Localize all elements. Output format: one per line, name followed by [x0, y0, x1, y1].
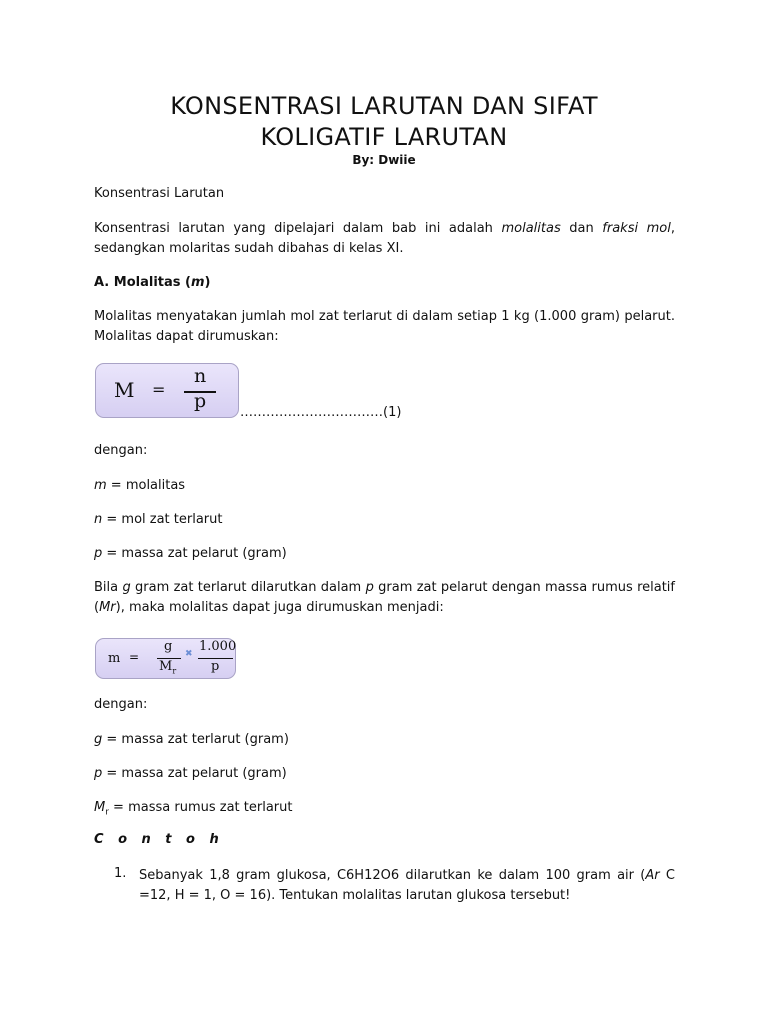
- variable-description: = massa zat terlarut (gram): [102, 732, 289, 747]
- example-text-1: Sebanyak 1,8 gram glukosa, C6H12O6 dilarutkan ke dalam 100 gram air (: [139, 868, 646, 883]
- contoh-heading: C o n t o h: [94, 832, 224, 847]
- formula2-denominator-mr: [159, 659, 176, 676]
- variable-description: = massa rumus zat terlarut: [108, 800, 293, 815]
- author-byline: By: Dwiie: [352, 153, 416, 167]
- formula-molalitas-mr-box: [95, 638, 236, 679]
- subsection-suffix: ): [204, 275, 211, 290]
- intro-paragraph: [94, 219, 675, 259]
- variable-description: = molalitas: [106, 478, 186, 493]
- variable-symbol: M: [94, 800, 106, 815]
- bila-symbol-g: g: [122, 580, 131, 595]
- formula1-equals: =: [152, 380, 166, 399]
- example-text: [139, 866, 675, 906]
- subsection-prefix: A. Molalitas (: [94, 275, 191, 290]
- example-number: 1.: [114, 866, 127, 881]
- variable-m: [94, 476, 675, 496]
- bila-text-4: ), maka molalitas dapat juga dirumuskan menjadi:: [115, 600, 444, 615]
- bila-text-2: gram zat terlarut dilarutkan dalam: [130, 580, 366, 595]
- bila-symbol-mr: Mr: [99, 600, 116, 615]
- intro-term-molalitas: molalitas: [501, 221, 561, 236]
- document-title-line-2: KOLIGATIF LARUTAN: [260, 123, 508, 151]
- variable-description: = massa zat pelarut (gram): [102, 546, 287, 561]
- variable-p-2: [94, 764, 675, 784]
- bila-text-1: Bila: [94, 580, 123, 595]
- definition-paragraph: Molalitas menyatakan jumlah mol zat terlarut di dalam setiap 1 kg (1.000 gram) pelarut. Molalitas dapat dirumuskan:: [94, 309, 675, 344]
- intro-text-1: Konsentrasi larutan yang dipelajari dalam bab ini adalah: [94, 221, 502, 236]
- variable-description: = mol zat terlarut: [102, 512, 223, 527]
- variable-symbol: n: [94, 512, 103, 527]
- bila-text-3: gram zat pelarut dengan massa rumus relatif (: [94, 580, 675, 615]
- formula-molalitas-box: [95, 363, 239, 418]
- variable-subscript: r: [105, 807, 109, 818]
- formula2-numerator-g: g: [164, 639, 173, 654]
- example-text-2: C =12, H = 1, O = 16). Tentukan molalitas larutan glukosa tersebut!: [139, 868, 675, 903]
- variable-symbol: p: [94, 546, 103, 561]
- formula1-denominator: p: [194, 390, 207, 412]
- intro-text-3: , sedangkan molaritas sudah dibahas di kelas XI.: [94, 221, 675, 256]
- variable-mr: [94, 798, 675, 823]
- variable-g: [94, 730, 675, 750]
- subsection-heading-molalitas: [94, 273, 675, 293]
- formula2-denominator-p: p: [211, 659, 220, 674]
- intro-text-2: dan: [560, 221, 603, 236]
- formula2-mr-symbol: M: [159, 659, 173, 674]
- multiply-icon: ✖: [185, 649, 193, 659]
- subsection-symbol: m: [190, 275, 205, 290]
- example-symbol-ar: Ar: [645, 868, 660, 883]
- variable-description: = massa zat pelarut (gram): [102, 766, 287, 781]
- variable-symbol: g: [94, 732, 103, 747]
- formula1-numerator: n: [194, 365, 207, 387]
- section-heading: Konsentrasi Larutan: [94, 186, 225, 201]
- variable-n: [94, 510, 675, 530]
- dengan-label-1: dengan:: [94, 443, 148, 458]
- formula2-equals: =: [129, 650, 140, 664]
- document-title-line-1: KONSENTRASI LARUTAN DAN SIFAT: [170, 92, 598, 120]
- formula2-lhs: m: [108, 651, 121, 666]
- dengan-label-2: dengan:: [94, 697, 148, 712]
- bila-paragraph: [94, 578, 675, 618]
- formula2-mr-subscript: r: [172, 666, 177, 676]
- variable-symbol: p: [94, 766, 103, 781]
- variable-symbol: m: [94, 478, 107, 493]
- equation-number: ……………………………(1): [240, 405, 402, 420]
- formula1-lhs: M: [114, 378, 135, 402]
- intro-term-fraksi-mol: fraksi mol: [602, 221, 671, 236]
- formula2-numerator-1000: 1.000: [199, 639, 237, 654]
- bila-symbol-p: p: [365, 580, 374, 595]
- variable-p: [94, 544, 675, 564]
